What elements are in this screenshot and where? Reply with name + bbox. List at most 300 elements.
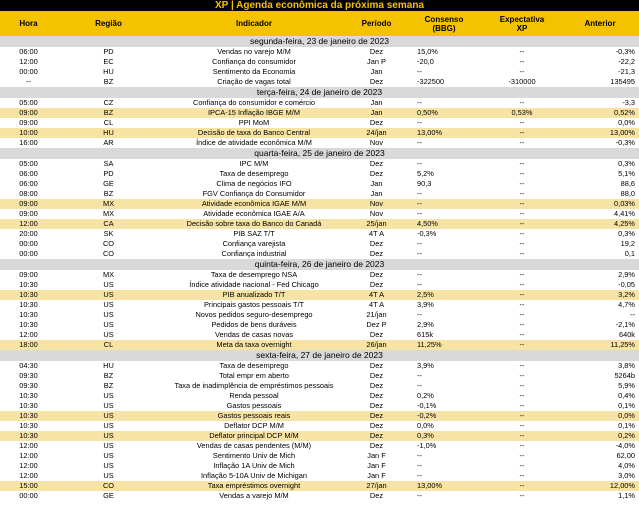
cell-expectativa: --	[519, 471, 525, 480]
cell-indicador: Inflação 5-10A Univ de Michigan	[201, 471, 307, 480]
cell-indicador: FGV Confiança do Consumidor	[202, 189, 306, 198]
cell-expectativa: --	[519, 300, 525, 309]
cell-indicador: Decisão de taxa do Banco Central	[197, 128, 311, 137]
cell-anterior: 0,1	[624, 249, 635, 258]
cell-expectativa: --	[519, 320, 525, 329]
table-row	[0, 209, 639, 219]
table-row	[0, 108, 639, 118]
day-header: quarta-feira, 25 de janeiro de 2023	[0, 148, 639, 159]
cell-hora: 09:00	[19, 199, 38, 208]
cell-hora: 05:00	[19, 98, 38, 107]
cell-hora: 09:00	[19, 209, 38, 218]
cell-anterior: 0,52%	[614, 108, 635, 117]
cell-indicador: Taxa empréstimos overnight	[207, 481, 301, 490]
table-row	[0, 57, 639, 67]
cell-hora: 06:00	[19, 47, 38, 56]
table-row	[0, 300, 639, 310]
cell-anterior: 0,03%	[614, 199, 635, 208]
cell-periodo: Dez	[369, 441, 384, 450]
cell-indicador: Vendas de casas novas	[214, 330, 294, 339]
header-anterior: Anterior	[584, 19, 616, 28]
cell-anterior: 12,00%	[609, 481, 635, 490]
cell-consenso: 0,0%	[417, 421, 434, 430]
cell-periodo: Dez	[369, 431, 384, 440]
cell-periodo: Nov	[369, 199, 384, 208]
cell-hora: 00:00	[19, 491, 38, 500]
cell-indicador: Taxa de inadimplência de empréstimos pessoais	[174, 381, 334, 390]
cell-indicador: Novos pedidos seguro-desemprego	[195, 310, 313, 319]
cell-hora: 10:30	[19, 421, 38, 430]
cell-anterior: -0,05	[618, 280, 635, 289]
cell-anterior: --	[630, 310, 635, 319]
cell-regiao: US	[103, 421, 114, 430]
table-row	[0, 138, 639, 148]
cell-expectativa: --	[519, 229, 525, 238]
cell-indicador: Taxa de desemprego	[219, 169, 289, 178]
cell-anterior: 19,2	[620, 239, 635, 248]
cell-periodo: Dez	[369, 118, 384, 127]
cell-periodo: Dez	[369, 159, 384, 168]
cell-hora: 12:00	[19, 57, 38, 66]
cell-consenso: 13,00%	[417, 481, 443, 490]
cell-periodo: Jan P	[367, 57, 386, 66]
cell-regiao: GE	[103, 179, 114, 188]
cell-expectativa: --	[519, 249, 525, 258]
cell-regiao: US	[103, 300, 114, 309]
table-row	[0, 229, 639, 239]
cell-regiao: BZ	[103, 189, 114, 198]
cell-regiao: MX	[102, 209, 115, 218]
cell-indicador: Pedidos de bens duráveis	[211, 320, 297, 329]
cell-anterior: -0,3%	[615, 138, 635, 147]
cell-hora: 00:00	[19, 239, 38, 248]
cell-regiao: MX	[102, 199, 115, 208]
cell-anterior: 13,00%	[609, 128, 635, 137]
cell-periodo: Dez	[369, 249, 384, 258]
cell-consenso: 2,5%	[417, 290, 434, 299]
cell-periodo: Nov	[369, 209, 384, 218]
cell-indicador: Vendas a varejo M/M	[219, 491, 289, 500]
header-hora: Hora	[19, 19, 38, 28]
cell-regiao: CL	[103, 340, 114, 349]
cell-regiao: CO	[102, 249, 115, 258]
header-indicador: Indicador	[235, 19, 272, 28]
cell-indicador: Sentimento Univ de Mich	[212, 451, 296, 460]
cell-expectativa: --	[519, 391, 525, 400]
cell-indicador: Atividade econômica IGAE M/M	[201, 199, 307, 208]
cell-consenso: --	[417, 270, 422, 279]
cell-regiao: CO	[102, 481, 115, 490]
cell-indicador: PIB anualizado T/T	[222, 290, 286, 299]
cell-expectativa: --	[519, 118, 525, 127]
cell-periodo: 21/jan	[366, 310, 387, 319]
cell-consenso: -20,0	[417, 57, 434, 66]
day-header: sexta-feira, 27 de janeiro de 2023	[0, 350, 639, 361]
cell-hora: 20:00	[19, 229, 38, 238]
cell-regiao: SK	[103, 229, 114, 238]
cell-periodo: Dez	[369, 381, 384, 390]
cell-indicador: Confiança varejista	[222, 239, 286, 248]
table-row	[0, 441, 639, 451]
cell-expectativa: --	[519, 189, 525, 198]
table-body	[0, 36, 639, 501]
cell-hora: 06:00	[19, 169, 38, 178]
cell-periodo: Dez	[369, 77, 384, 86]
cell-hora: 15:00	[19, 481, 38, 490]
cell-expectativa: --	[519, 381, 525, 390]
table-row	[0, 270, 639, 280]
cell-hora: 10:30	[19, 391, 38, 400]
cell-anterior: 0,3%	[618, 229, 635, 238]
cell-anterior: 88,6	[620, 179, 635, 188]
cell-hora: 12:00	[19, 330, 38, 339]
table-row	[0, 77, 639, 87]
cell-hora: 10:30	[19, 290, 38, 299]
cell-indicador: Decisão sobre taxa do Banco do Canadá	[186, 219, 322, 228]
cell-consenso: 2,9%	[417, 320, 434, 329]
cell-indicador: Meta da taxa overnight	[216, 340, 292, 349]
cell-consenso: -0,3%	[417, 229, 437, 238]
table-row	[0, 219, 639, 229]
cell-anterior: 88,0	[620, 189, 635, 198]
cell-anterior: 3,2%	[618, 290, 635, 299]
header-consenso-line1: Consenso	[424, 14, 464, 24]
cell-consenso: 11,25%	[417, 340, 442, 349]
table-row	[0, 67, 639, 77]
cell-hora: 10:00	[19, 128, 38, 137]
cell-consenso: --	[417, 471, 422, 480]
cell-indicador: Confiança do consumidor	[212, 57, 296, 66]
cell-indicador: PIB SAZ T/T	[233, 229, 275, 238]
cell-indicador: Sentimento da Economia	[212, 67, 296, 76]
cell-hora: 00:00	[19, 249, 38, 258]
cell-anterior: 5,9%	[618, 381, 635, 390]
table-row	[0, 381, 639, 391]
cell-anterior: 5264b	[614, 371, 635, 380]
table-row	[0, 461, 639, 471]
cell-indicador: IPCA-15 Inflação IBGE M/M	[207, 108, 300, 117]
cell-hora: 04:30	[19, 361, 38, 370]
cell-expectativa: --	[519, 47, 525, 56]
cell-consenso: 0,50%	[417, 108, 438, 117]
cell-expectativa: --	[519, 371, 525, 380]
cell-regiao: BZ	[103, 371, 114, 380]
cell-consenso: 3,9%	[417, 361, 434, 370]
cell-periodo: Dez	[369, 411, 384, 420]
cell-regiao: US	[103, 451, 114, 460]
cell-anterior: -2,1%	[615, 320, 635, 329]
cell-regiao: MX	[102, 270, 115, 279]
table-row	[0, 330, 639, 340]
cell-indicador: Confiança do consumidor e comércio	[192, 98, 315, 107]
cell-expectativa: --	[519, 451, 525, 460]
cell-periodo: Dez	[369, 169, 384, 178]
cell-expectativa: --	[519, 431, 525, 440]
cell-expectativa: --	[519, 401, 525, 410]
cell-regiao: US	[103, 320, 114, 329]
cell-expectativa: --	[519, 481, 525, 490]
table-row	[0, 47, 639, 57]
cell-hora: 12:00	[19, 441, 38, 450]
cell-anterior: -22,2	[618, 57, 635, 66]
cell-indicador: Gastos pessoais reais	[217, 411, 291, 420]
table-row	[0, 320, 639, 330]
cell-regiao: US	[103, 411, 114, 420]
cell-expectativa: -310000	[508, 77, 536, 86]
cell-anterior: 1,1%	[618, 491, 635, 500]
day-header: quinta-feira, 26 de janeiro de 2023	[0, 259, 639, 270]
cell-anterior: 0,2%	[618, 431, 635, 440]
cell-expectativa: --	[519, 270, 525, 279]
cell-regiao: US	[103, 471, 114, 480]
cell-anterior: 3,0%	[618, 471, 635, 480]
cell-expectativa: --	[519, 330, 525, 339]
cell-anterior: -3,3	[622, 98, 635, 107]
header-consenso	[405, 15, 483, 33]
cell-anterior: 640k	[618, 330, 635, 339]
table-row	[0, 169, 639, 179]
cell-consenso: -0,1%	[417, 401, 437, 410]
cell-hora: 08:00	[19, 189, 38, 198]
table-row	[0, 361, 639, 371]
cell-anterior: 11,25%	[610, 340, 635, 349]
cell-hora: 12:00	[19, 471, 38, 480]
table-row	[0, 159, 639, 169]
cell-indicador: Índice atividade nacional - Fed Chicago	[189, 280, 319, 289]
header-expectativa-line1: Expectativa	[499, 14, 545, 24]
cell-consenso: --	[417, 199, 422, 208]
cell-indicador: Índice de atividade econômica M/M	[196, 138, 312, 147]
cell-hora: 06:00	[19, 179, 38, 188]
cell-anterior: 4,7%	[618, 300, 635, 309]
cell-regiao: US	[103, 280, 114, 289]
cell-hora: 10:30	[19, 310, 38, 319]
cell-hora: 12:00	[19, 461, 38, 470]
cell-periodo: Dez	[369, 371, 384, 380]
cell-periodo: 4T A	[368, 300, 385, 309]
table-row	[0, 128, 639, 138]
cell-expectativa: --	[519, 461, 525, 470]
day-header: terça-feira, 24 de janeiro de 2023	[0, 87, 639, 98]
cell-anterior: 4,0%	[618, 461, 635, 470]
cell-expectativa: --	[519, 128, 525, 137]
cell-anterior: 0,0%	[618, 411, 635, 420]
cell-consenso: --	[417, 280, 422, 289]
cell-periodo: Dez	[369, 47, 384, 56]
cell-hora: 09:00	[19, 118, 38, 127]
cell-regiao: CL	[103, 118, 114, 127]
table-row	[0, 421, 639, 431]
cell-regiao: US	[103, 290, 114, 299]
cell-regiao: US	[103, 330, 114, 339]
cell-consenso: --	[417, 118, 422, 127]
cell-expectativa: --	[519, 98, 525, 107]
cell-periodo: Dez	[369, 270, 384, 279]
cell-indicador: Taxa de desemprego NSA	[210, 270, 298, 279]
table-row	[0, 431, 639, 441]
cell-hora: 10:30	[19, 401, 38, 410]
cell-regiao: PD	[103, 47, 114, 56]
cell-anterior: 4,25%	[614, 219, 635, 228]
header-expectativa	[483, 15, 561, 33]
cell-periodo: Dez	[369, 391, 384, 400]
cell-expectativa: 0,53%	[511, 108, 533, 117]
cell-regiao: US	[103, 391, 114, 400]
cell-periodo: 24/jan	[366, 128, 387, 137]
cell-hora: 09:00	[19, 108, 38, 117]
cell-indicador: Deflator principal DCP M/M	[209, 431, 299, 440]
cell-regiao: HU	[103, 361, 114, 370]
cell-periodo: Jan F	[367, 471, 386, 480]
table-row	[0, 118, 639, 128]
cell-consenso: 4,50%	[417, 219, 438, 228]
cell-periodo: Jan F	[367, 451, 386, 460]
cell-periodo: 27/jan	[366, 481, 387, 490]
table-row	[0, 491, 639, 501]
cell-regiao: US	[103, 461, 114, 470]
table-row	[0, 199, 639, 209]
header-consenso-line2: (BBG)	[432, 23, 456, 33]
cell-hora: --	[26, 77, 31, 86]
cell-indicador: Vendas no varejo M/M	[217, 47, 291, 56]
cell-expectativa: --	[519, 491, 525, 500]
table-row	[0, 401, 639, 411]
cell-anterior: 4,41%	[614, 209, 635, 218]
cell-consenso: --	[417, 371, 422, 380]
cell-expectativa: --	[519, 57, 525, 66]
cell-regiao: CZ	[103, 98, 114, 107]
cell-indicador: PPI MoM	[238, 118, 270, 127]
cell-anterior: 62,00	[616, 451, 635, 460]
cell-anterior: 135495	[610, 77, 635, 86]
page-title: XP | Agenda econômica da próxima semana	[0, 0, 639, 11]
cell-expectativa: --	[519, 310, 525, 319]
cell-expectativa: --	[519, 280, 525, 289]
cell-regiao: HU	[103, 128, 114, 137]
cell-expectativa: --	[519, 209, 525, 218]
cell-expectativa: --	[519, 361, 525, 370]
cell-anterior: 2,9%	[618, 270, 635, 279]
cell-regiao: EC	[103, 57, 114, 66]
cell-consenso: --	[417, 461, 422, 470]
cell-consenso: --	[417, 209, 422, 218]
cell-indicador: Criação de vagas total	[217, 77, 291, 86]
cell-regiao: BZ	[103, 77, 114, 86]
table-row	[0, 249, 639, 259]
cell-indicador: Inflação 1A Univ de Mich	[213, 461, 295, 470]
cell-consenso: 90,3	[417, 179, 432, 188]
cell-consenso: --	[417, 491, 422, 500]
cell-periodo: Jan F	[367, 461, 386, 470]
cell-expectativa: --	[519, 67, 525, 76]
cell-hora: 16:00	[19, 138, 38, 147]
cell-regiao: CA	[103, 219, 114, 228]
cell-consenso: 615k	[417, 330, 434, 339]
cell-anterior: 0,3%	[618, 159, 635, 168]
cell-hora: 09:30	[19, 381, 38, 390]
cell-indicador: Taxa de desemprego	[219, 361, 289, 370]
cell-periodo: Jan	[370, 179, 383, 188]
cell-consenso: -0,2%	[417, 411, 437, 420]
cell-anterior: 0,1%	[618, 401, 635, 410]
cell-periodo: Jan	[370, 189, 383, 198]
cell-anterior: 5,1%	[618, 169, 635, 178]
table-row	[0, 290, 639, 300]
cell-hora: 10:30	[19, 431, 38, 440]
header-periodo: Período	[361, 19, 392, 28]
table-row	[0, 280, 639, 290]
cell-consenso: 5,2%	[417, 169, 434, 178]
cell-anterior: 3,8%	[618, 361, 635, 370]
cell-consenso: 15,0%	[417, 47, 438, 56]
cell-expectativa: --	[519, 421, 525, 430]
cell-periodo: Dez	[369, 401, 384, 410]
cell-periodo: Dez P	[366, 320, 387, 329]
cell-periodo: Dez	[369, 491, 384, 500]
cell-consenso: 0,2%	[417, 391, 434, 400]
cell-expectativa: --	[519, 411, 525, 420]
cell-periodo: Dez	[369, 280, 384, 289]
cell-anterior: 0,4%	[618, 391, 635, 400]
cell-periodo: 4T A	[368, 229, 385, 238]
cell-consenso: --	[417, 67, 422, 76]
cell-periodo: Dez	[369, 239, 384, 248]
cell-periodo: 26/jan	[366, 340, 387, 349]
table-row	[0, 179, 639, 189]
cell-consenso: -1,0%	[417, 441, 437, 450]
table-row	[0, 411, 639, 421]
cell-regiao: SA	[103, 159, 114, 168]
cell-expectativa: --	[519, 290, 525, 299]
cell-periodo: 4T A	[368, 290, 385, 299]
header-regiao: Região	[95, 19, 122, 28]
table-row	[0, 451, 639, 461]
cell-anterior: -4,0%	[615, 441, 635, 450]
cell-regiao: AR	[103, 138, 114, 147]
cell-expectativa: --	[519, 159, 525, 168]
cell-consenso: --	[417, 138, 422, 147]
cell-consenso: 0,3%	[417, 431, 434, 440]
cell-anterior: 0,0%	[618, 118, 635, 127]
cell-anterior: 0,1%	[618, 421, 635, 430]
cell-regiao: US	[103, 401, 114, 410]
cell-expectativa: --	[519, 219, 525, 228]
cell-indicador: Confiança industrial	[221, 249, 287, 258]
cell-anterior: -0,3%	[615, 47, 635, 56]
cell-hora: 00:00	[19, 67, 38, 76]
cell-hora: 10:30	[19, 300, 38, 309]
table-row	[0, 481, 639, 491]
cell-anterior: -21,3	[618, 67, 635, 76]
header-expectativa-line2: XP	[516, 23, 528, 33]
cell-indicador: IPC M/M	[239, 159, 269, 168]
cell-periodo: Jan	[370, 67, 383, 76]
cell-periodo: Jan	[370, 98, 383, 107]
cell-expectativa: --	[519, 239, 525, 248]
cell-consenso: --	[417, 249, 422, 258]
table-header	[0, 11, 639, 36]
table-row	[0, 239, 639, 249]
cell-consenso: --	[417, 189, 422, 198]
cell-indicador: Principais gastos pessoais T/T	[203, 300, 305, 309]
cell-consenso: -322500	[417, 77, 445, 86]
cell-regiao: BZ	[103, 108, 114, 117]
table-row	[0, 189, 639, 199]
cell-consenso: --	[417, 451, 422, 460]
cell-expectativa: --	[519, 340, 525, 349]
table-row	[0, 98, 639, 108]
cell-hora: 10:30	[19, 280, 38, 289]
